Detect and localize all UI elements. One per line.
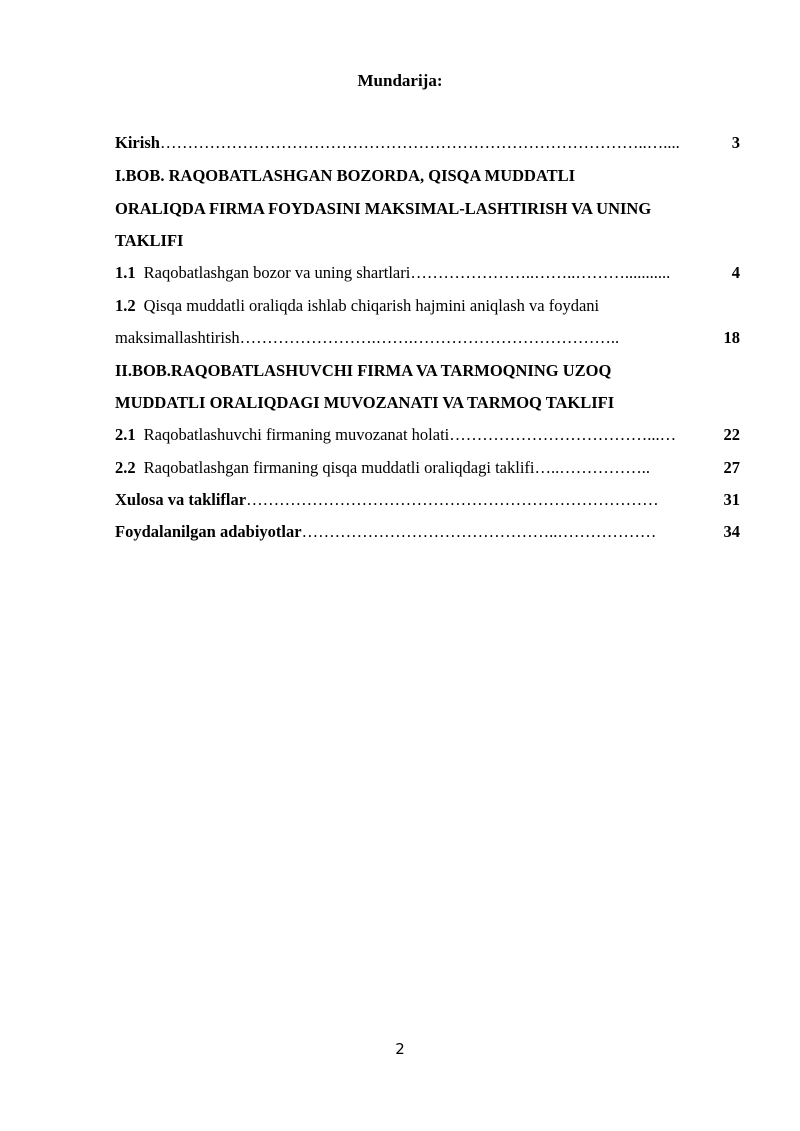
toc-label: Raqobatlashuvchi firmaning muvozanat holati (143, 425, 450, 444)
toc-leader-dots: …..…………….. (534, 458, 650, 477)
toc-label: Qisqa muddatli oraliqda ishlab chiqarish hajmini aniqlash va foydani (143, 296, 600, 315)
toc-chapter1-line2[interactable]: ORALIQDA FIRMA FOYDASINI MAKSIMAL-LASHTIRISH VA UNING (115, 199, 652, 218)
toc-label: maksimallashtirish (115, 328, 240, 347)
toc-label: Kirish (115, 133, 160, 152)
toc-section-number: 2.2 (115, 458, 136, 477)
toc-page-number: 3 (731, 133, 740, 152)
toc-page-number: 34 (723, 522, 740, 541)
toc-entry-2-2[interactable] (115, 456, 740, 480)
toc-label: Raqobatlashgan firmaning qisqa muddatli oraliqdagi taklifi (143, 458, 535, 477)
toc-section-number: 1.1 (115, 263, 136, 282)
toc-label: Foydalanilgan adabiyotlar (115, 522, 302, 541)
toc-entry-2-1[interactable] (115, 423, 740, 447)
toc-leader-dots: ……………………………………………………………………………..….... (159, 133, 680, 152)
toc-label: Xulosa va takliflar (115, 490, 247, 509)
toc-chapter2-line1[interactable]: II.BOB.RAQOBATLASHUVCHI FIRMA VA TARMOQNING UZOQ (115, 361, 612, 380)
toc-section-number: 2.1 (115, 425, 136, 444)
toc-entry-kirish[interactable] (115, 131, 740, 155)
toc-page-number: 22 (723, 425, 740, 444)
page-title: Mundarija: (357, 71, 443, 90)
toc-leader-dots: ………………………………………..……………… (301, 522, 657, 541)
toc-chapter2-line2[interactable]: MUDDATLI ORALIQDAGI MUVOZANATI VA TARMOQ TAKLIFI (115, 393, 615, 412)
toc-leader-dots: …………………….…….……………………………….. (239, 328, 620, 347)
toc-leader-dots: ………………………………...… (449, 425, 677, 444)
toc-entry-1-2-line2[interactable] (115, 326, 740, 350)
page-number: 2 (395, 1040, 405, 1058)
toc-entry-adabiyotlar[interactable] (115, 520, 740, 544)
toc-entry-1-2-line1[interactable] (115, 294, 740, 318)
toc-page-number: 31 (723, 490, 740, 509)
toc-page-number: 18 (723, 328, 740, 347)
toc-chapter1-line3[interactable]: TAKLIFI (115, 231, 184, 250)
toc-leader-dots: ………………………………………………………………… (246, 490, 659, 509)
toc-chapter1-line1[interactable]: I.BOB. RAQOBATLASHGAN BOZORDA, QISQA MUDDATLI (115, 166, 576, 185)
toc-label: Raqobatlashgan bozor va uning shartlari (143, 263, 411, 282)
toc-leader-dots: …………………..……..………........... (410, 263, 671, 282)
toc-section-number: 1.2 (115, 296, 136, 315)
toc-page-number: 4 (731, 263, 740, 282)
toc-entry-1-1[interactable] (115, 261, 740, 285)
toc-entry-xulosa[interactable] (115, 488, 740, 512)
toc-page-number: 27 (723, 458, 740, 477)
